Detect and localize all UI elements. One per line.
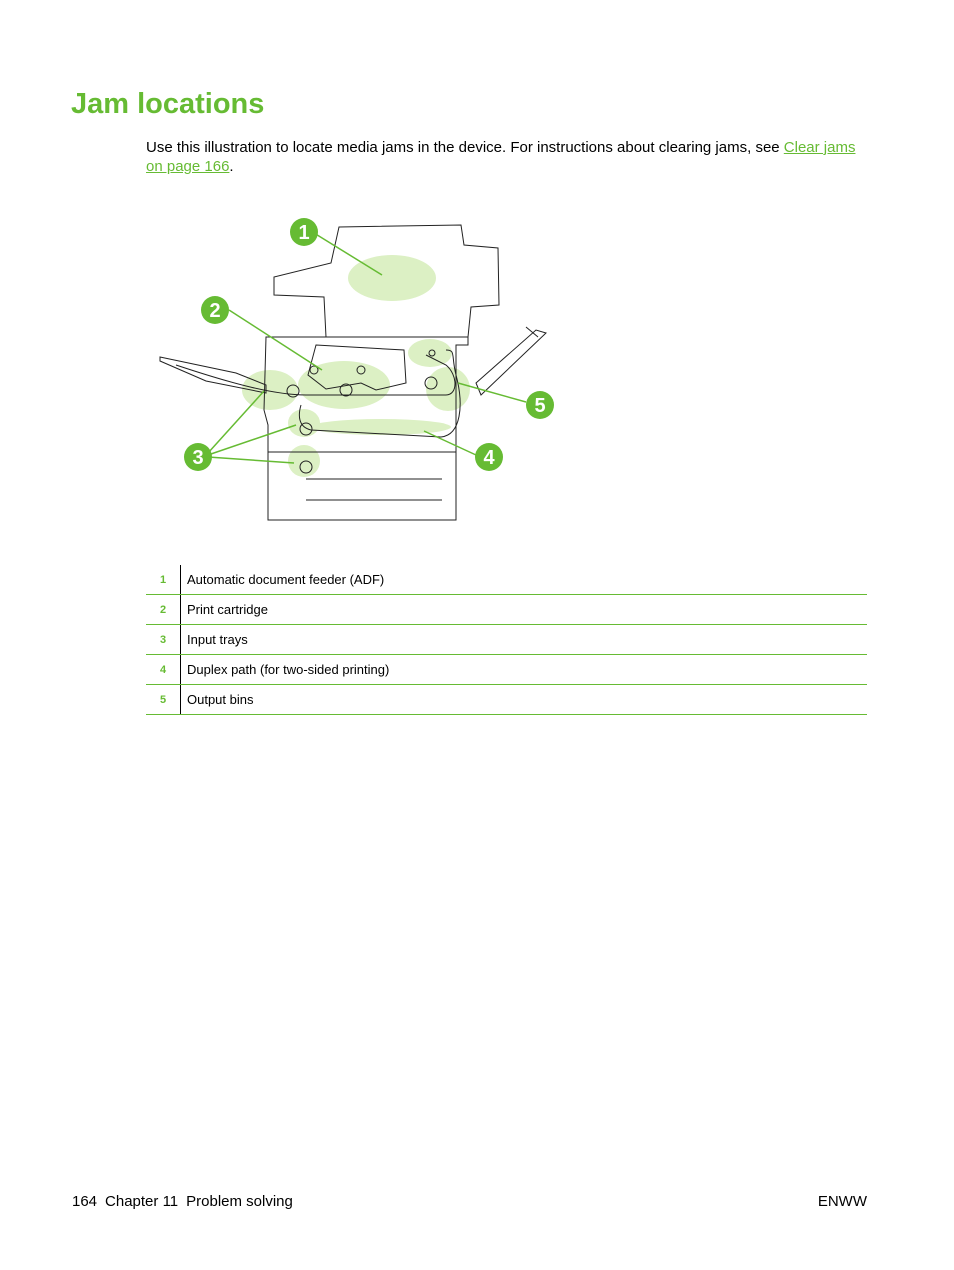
svg-text:1: 1 <box>298 222 310 244</box>
doc-code: ENWW <box>817 1193 867 1210</box>
svg-text:4: 4 <box>483 447 495 469</box>
output-top-highlight <box>408 339 452 367</box>
callout-2 <box>201 296 229 324</box>
svg-text:2: 2 <box>209 300 221 322</box>
callout-3 <box>184 443 212 471</box>
legend-number: 1 <box>146 565 181 595</box>
svg-text:5: 5 <box>534 395 546 417</box>
cartridge-highlight <box>298 361 390 409</box>
jam-highlight-zones <box>242 255 470 477</box>
jam-locations-illustration <box>146 205 576 530</box>
legend-label: Input trays <box>181 625 868 655</box>
table-row <box>146 565 867 595</box>
legend-label: Print cartridge <box>181 595 868 625</box>
legend-label: Duplex path (for two-sided printing) <box>181 655 868 685</box>
intro-paragraph <box>146 138 868 176</box>
legend-number: 5 <box>146 685 181 715</box>
intro-period: . <box>229 158 234 175</box>
callout-4 <box>475 443 503 471</box>
page-footer-left <box>72 1193 293 1210</box>
legend-number: 4 <box>146 655 181 685</box>
table-row <box>146 595 867 625</box>
table-row <box>146 685 867 715</box>
page-number: 164 <box>72 1193 98 1210</box>
legend-number: 3 <box>146 625 181 655</box>
legend-label: Output bins <box>181 685 868 715</box>
clear-jams-link[interactable]: Clear jams on page 166 <box>146 139 856 175</box>
svg-text:3: 3 <box>192 447 204 469</box>
table-row <box>146 655 867 685</box>
page-title: Jam locations <box>71 88 265 120</box>
legend-label: Automatic document feeder (ADF) <box>181 565 868 595</box>
duplex-highlight <box>311 419 451 435</box>
section-label: Problem solving <box>186 1193 293 1210</box>
table-row <box>146 625 867 655</box>
legend-number: 2 <box>146 595 181 625</box>
callout-5 <box>526 391 554 419</box>
chapter-label: Chapter 11 <box>105 1193 179 1210</box>
legend-table <box>146 565 867 715</box>
callout-1 <box>290 218 318 246</box>
intro-text: Use this illustration to locate media jams in the device. For instructions about clearing jams, see <box>146 139 784 156</box>
